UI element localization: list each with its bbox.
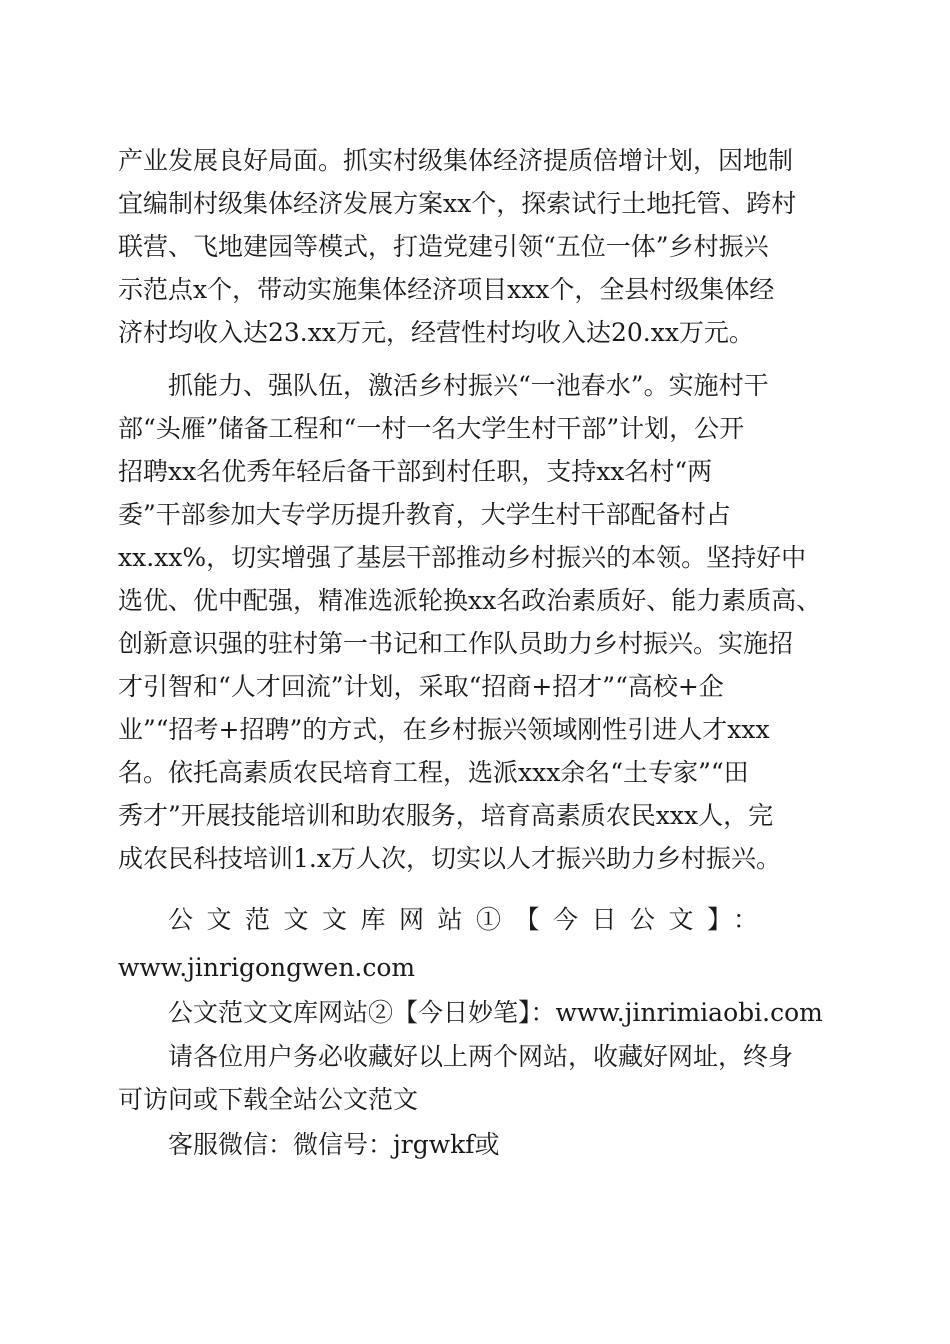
notice-line-2: 可访问或下载全站公文范文 <box>118 1085 419 1114</box>
paragraph2-line-6: 选优、优中配强，精准选派轮换xx名政治素质好、能力素质高、 <box>118 586 822 615</box>
paragraph1-line-5: 济村均收入达23.xx万元，经营性村均收入达20.xx万元。 <box>118 318 754 347</box>
site1-heading: 公文范文文库网站①【今日公文】： <box>168 905 772 934</box>
notice-line-1: 请各位用户务必收藏好以上两个网站，收藏好网址，终身 <box>168 1042 794 1071</box>
paragraph2-line-1: 抓能力、强队伍，激活乡村振兴“一池春水”。实施村干 <box>168 371 769 400</box>
paragraph2-line-8: 才引智和“人才回流”计划，采取“招商+招才”“高校+企 <box>118 672 724 701</box>
paragraph2-line-2: 部“头雁”储备工程和“一村一名大学生村干部”计划，公开 <box>118 414 745 443</box>
site1-url[interactable]: www.jinrigongwen.com <box>118 953 416 982</box>
paragraph1-line-2: 宜编制村级集体经济发展方案xx个，探索试行土地托管、跨村 <box>118 189 797 218</box>
paragraph2-line-9: 业”“招考+招聘”的方式，在乡村振兴领域刚性引进人才xxx <box>118 715 770 744</box>
paragraph2-line-7: 创新意识强的驻村第一书记和工作队员助力乡村振兴。实施招 <box>118 629 794 658</box>
paragraph2-line-12: 成农民科技培训1.x万人次，切实以人才振兴助力乡村振兴。 <box>118 844 781 873</box>
paragraph2-line-10: 名。依托高素质农民培育工程，选派xxx余名“土专家”“田 <box>118 758 749 787</box>
paragraph1-line-3: 联营、飞地建园等模式，打造党建引领“五位一体”乡村振兴 <box>118 232 769 261</box>
paragraph2-line-5: xx.xx%，切实增强了基层干部推动乡村振兴的本领。坚持好中 <box>118 543 807 572</box>
paragraph2-line-4: 委”干部参加大专学历提升教育，大学生村干部配备村占 <box>118 500 731 529</box>
paragraph2-line-11: 秀才”开展技能培训和助农服务，培育高素质农民xxx人，完 <box>118 801 774 830</box>
paragraph2-line-3: 招聘xx名优秀年轻后备干部到村任职，支持xx名村“两 <box>118 457 713 486</box>
paragraph1-line-1: 产业发展良好局面。抓实村级集体经济提质倍增计划，因地制 <box>118 146 794 175</box>
paragraph1-line-4: 示范点x个，带动实施集体经济项目xxx个，全县村级集体经 <box>118 275 775 304</box>
service-wechat-line: 客服微信：微信号：jrgwkf或 <box>168 1130 500 1159</box>
site2-line[interactable]: 公文范文文库网站②【今日妙笔】：www.jinrimiaobi.com <box>168 998 823 1027</box>
